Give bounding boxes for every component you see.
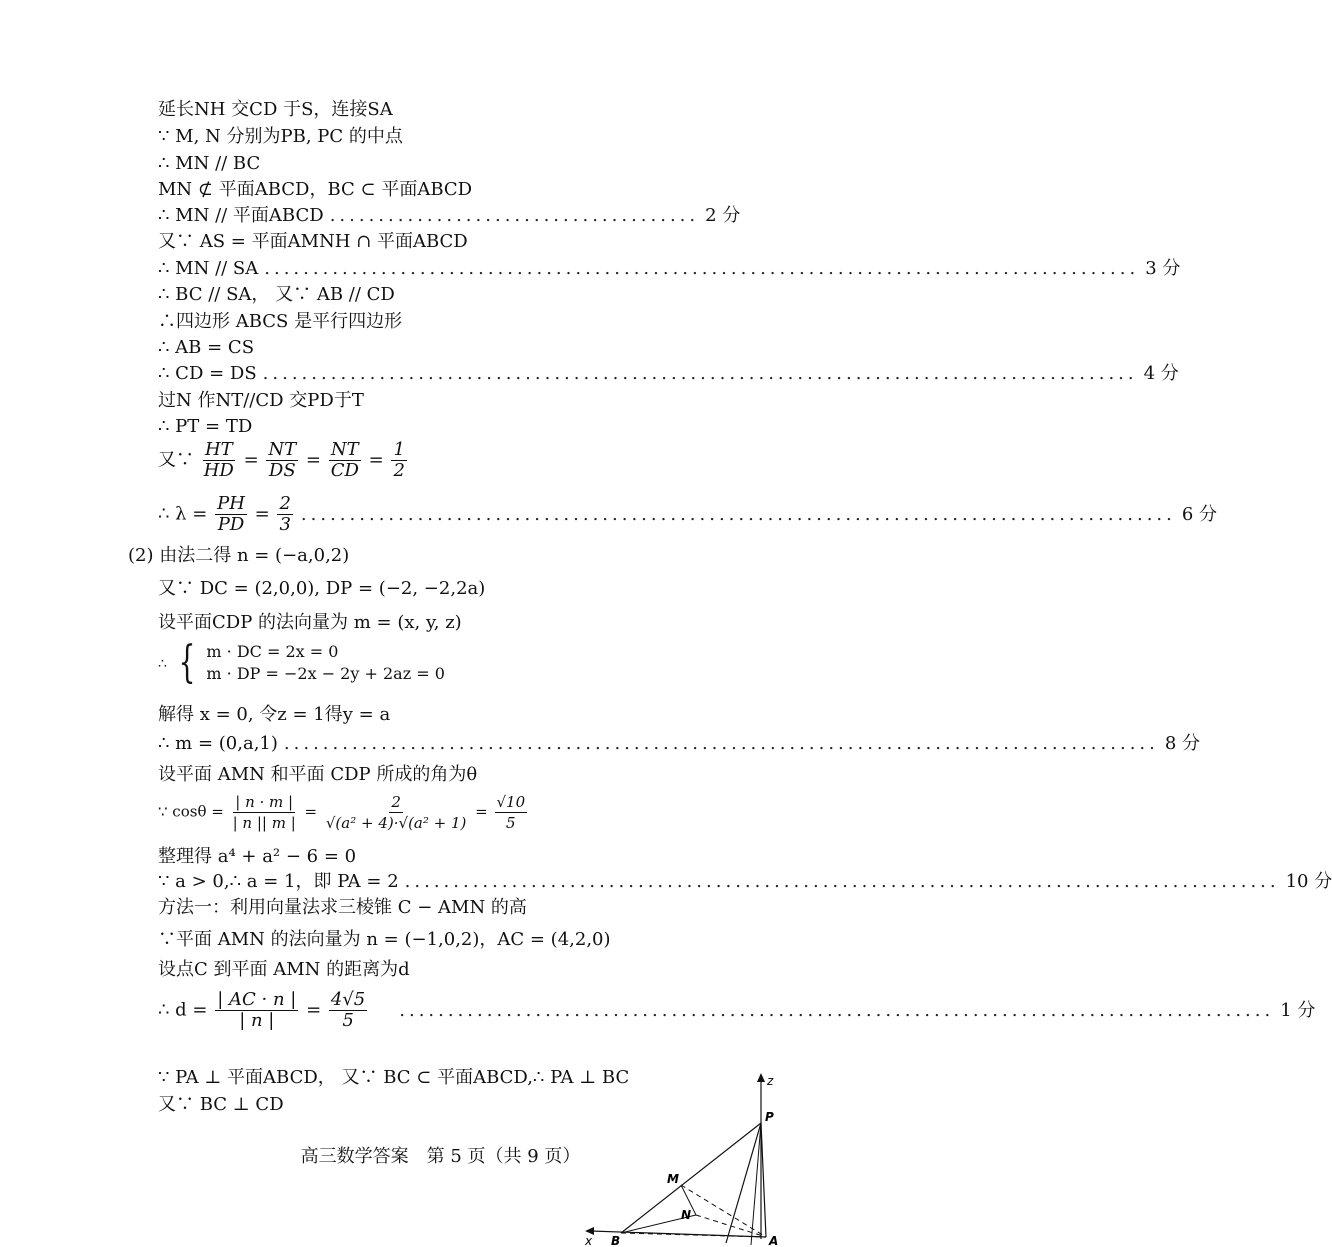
line-angle-theta: 设平面 AMN 和平面 CDP 所成的角为θ [158, 764, 478, 785]
score-label: 1 分 [1280, 999, 1316, 1021]
line-mn-not-in-plane: MN ⊄ 平面ABCD，BC ⊂ 平面ABCD [158, 179, 473, 200]
fraction: $\frac{√10}{5}$ [496, 793, 526, 832]
line-mn-parallel-plane: ∴ MN // 平面ABCD [158, 205, 324, 226]
fraction: $\frac{4√5}{5}$ [330, 989, 366, 1031]
line-a-equation: 整理得 a⁴ + a² − 6 = 0 [158, 846, 357, 867]
line-as-intersection: 又∵ AS = 平面AMNH ∩ 平面ABCD [158, 231, 468, 252]
system-lines [206, 641, 445, 685]
line-pt-eq-td: ∴ PT = TD [158, 416, 253, 437]
page-footer: 高三数学答案 第 5 页（共 9 页） [300, 1146, 581, 1167]
score-label: 4 分 [1143, 363, 1179, 384]
dot-leader: .......................................................................................... [262, 363, 1138, 384]
dot-leader: .......................................................................................... [283, 733, 1159, 754]
step-score-3 [158, 257, 1181, 281]
system-eq-2: m · DP = −2x − 2y + 2az = 0 [206, 664, 445, 683]
ratio-equation: 又∵ $\frac{HT}{HD}$ = $\frac{NT}{DS}$ = $\frac{NT}{CD}$ = $\frac{1}{2}$ [158, 439, 405, 481]
step-score-1 [158, 989, 1316, 1031]
line-solve: 解得 x = 0, 令z = 1得y = a [158, 704, 391, 725]
score-label: 6 分 [1181, 503, 1218, 525]
fraction: $\frac{PH}{PD}$ [217, 493, 245, 535]
dot-leader: .......................................................................................... [404, 871, 1280, 892]
label-M: M [667, 1172, 679, 1186]
step-score-4 [158, 362, 1179, 386]
line-pa-perp-bc: ∵ PA ⊥ 平面ABCD， 又∵ BC ⊂ 平面ABCD,∴ PA ⊥ BC [158, 1067, 630, 1088]
step-score-2 [158, 204, 741, 228]
line-bc-parallel-sa: ∴ BC // SA， 又∵ AB // CD [158, 284, 395, 305]
fraction: $\frac{2}{\text{√(a² + 4)·√(a² + 1)}}$ [325, 793, 467, 832]
dot-leader: .......................................................................................... [300, 503, 1176, 525]
score-label: 3 分 [1145, 258, 1181, 279]
line-midpoints: ∵ M, N 分别为PB, PC 的中点 [158, 126, 403, 147]
score-label: 2 分 [705, 205, 741, 226]
dot-leader: .......................................................................................... [264, 258, 1140, 279]
label-x: x [585, 1234, 593, 1247]
line-parallelogram: ∴四边形 ABCS 是平行四边形 [158, 311, 403, 332]
fraction: $\frac{NT}{CD}$ [330, 439, 359, 481]
fraction: $\frac{NT}{DS}$ [268, 439, 297, 481]
line-ab-eq-cs: ∴ AB = CS [158, 337, 255, 358]
step-score-10 [158, 870, 1332, 894]
dashed-na [696, 1215, 766, 1237]
lambda-equation: ∴ λ = $\frac{PH}{PD}$ = $\frac{2}{3}$ [158, 493, 291, 535]
dot-leader: .......................................................................................... [399, 999, 1275, 1021]
line-normal-m: 设平面CDP 的法向量为 m = (x, y, z) [158, 612, 462, 633]
line-draw-nt: 过N 作NT//CD 交PD于T [158, 390, 364, 411]
step-score-8 [158, 732, 1201, 756]
fraction: $\frac{HT}{HD}$ [203, 439, 234, 481]
label-z: z [767, 1074, 774, 1088]
line-vectors-dc-dp: 又∵ DC = (2,0,0), DP = (−2, −2,2a) [158, 578, 486, 599]
label-A: A [769, 1234, 779, 1247]
fraction: $\frac{| n \cdot m |}{| n || m |}$ [232, 793, 296, 832]
system-eq-1: m · DC = 2x = 0 [206, 642, 339, 661]
cos-equation: ∵ cosθ = $\frac{| n \cdot m |}{| n || m |}$ = $\frac{2}{\text{√(a² + 4)·√(a² + 1)}}$ = $\frac{√10}{5}$ [158, 793, 526, 832]
line-pa-eq-2: ∵ a > 0,∴ a = 1，即 PA = 2 [158, 871, 399, 892]
method-one-heading: 方法一：利用向量法求三棱锥 C − AMN 的高 [158, 897, 527, 918]
step-score-6 [158, 493, 1218, 535]
dot-leader: ...................................... [329, 205, 700, 226]
label-P: P [765, 1110, 774, 1124]
equation-system: ∴ { m · DC = 2x = 0 m · DP = −2x − 2y + 2az = 0 [158, 637, 445, 688]
distance-equation: ∴ d = $\frac{| AC \cdot n |}{| n |}$ = $\frac{4√5}{5}$ [158, 989, 366, 1031]
label-N: N [681, 1208, 692, 1222]
brace: { [178, 637, 196, 688]
score-label: 10 分 [1285, 871, 1332, 892]
z-axis-arrow [757, 1073, 765, 1082]
part2-normal-n: (2) 由法二得 n = (−a,0,2) [128, 545, 350, 566]
ratio-prefix: 又∵ [158, 449, 194, 471]
line-distance-d: 设点C 到平面 AMN 的距离为d [158, 959, 410, 980]
edge-pa [761, 1123, 766, 1237]
line-cd-eq-ds: ∴ CD = DS [158, 363, 257, 384]
line-extend-nh: 延长NH 交CD 于S，连接SA [158, 99, 393, 120]
line-mn-parallel-sa: ∴ MN // SA [158, 258, 259, 279]
line-normal-n-ac: ∵平面 AMN 的法向量为 n = (−1,0,2)，AC = (4,2,0) [158, 929, 611, 950]
score-label: 8 分 [1164, 733, 1201, 754]
line-mn-parallel-bc: ∴ MN // BC [158, 153, 261, 174]
fraction: $\frac{1}{2}$ [393, 439, 405, 481]
line-bc-perp-cd: 又∵ BC ⊥ CD [158, 1094, 284, 1115]
label-B: B [611, 1234, 621, 1247]
line-m-vector: ∴ m = (0,a,1) [158, 733, 278, 754]
fraction: $\frac{| AC \cdot n |}{| n |}$ [217, 989, 297, 1031]
pyramid-figure [581, 1067, 811, 1247]
fraction: $\frac{2}{3}$ [279, 493, 291, 535]
